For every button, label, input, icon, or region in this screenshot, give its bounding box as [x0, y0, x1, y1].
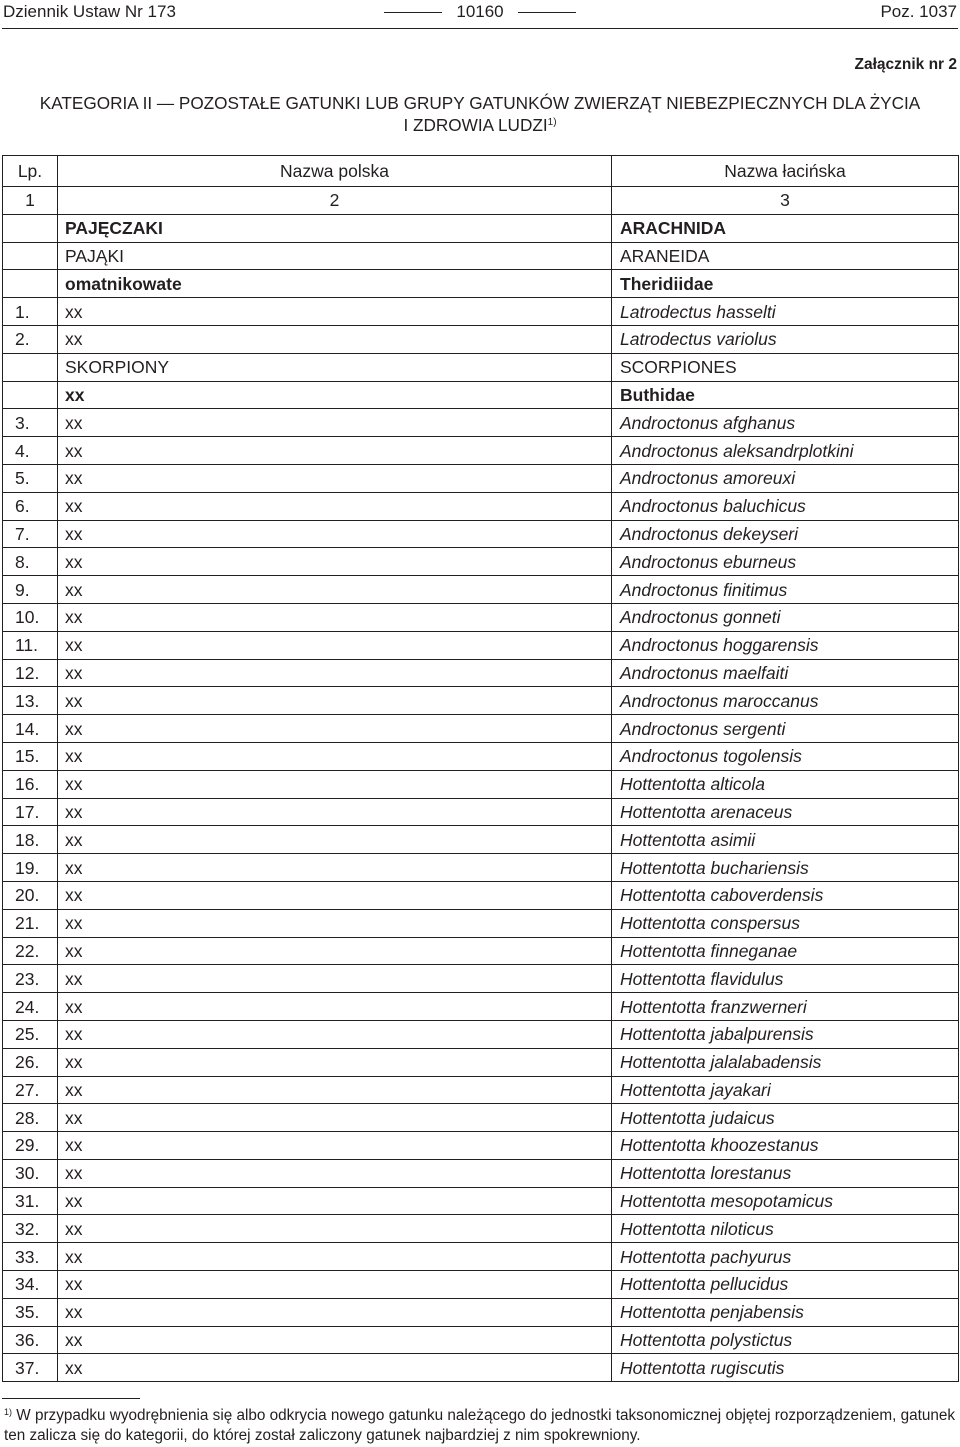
- row-latin-name: Buthidae: [612, 381, 959, 409]
- table-row: [3, 659, 959, 687]
- row-latin-name: Hottentotta khoozestanus: [612, 1132, 959, 1160]
- row-latin-name: Hottentotta rugiscutis: [612, 1354, 959, 1382]
- row-lp: [3, 381, 58, 409]
- row-polish-name: xx: [58, 659, 612, 687]
- table-row: [3, 464, 959, 492]
- row-latin-name: Androctonus dekeyseri: [612, 520, 959, 548]
- row-lp: 12.: [3, 659, 58, 687]
- row-latin-name: Hottentotta pachyurus: [612, 1243, 959, 1271]
- table-row: [3, 909, 959, 937]
- row-latin-name: Androctonus aleksandrplotkini: [612, 437, 959, 465]
- row-polish-name: xx: [58, 1048, 612, 1076]
- row-lp: [3, 214, 58, 242]
- row-polish-name: xx: [58, 492, 612, 520]
- row-latin-name: Androctonus hoggarensis: [612, 631, 959, 659]
- row-lp: 23.: [3, 965, 58, 993]
- table-row: [3, 631, 959, 659]
- row-polish-name: PAJĘCZAKI: [58, 214, 612, 242]
- row-polish-name: xx: [58, 1076, 612, 1104]
- species-table: [2, 155, 959, 1382]
- table-row: [3, 881, 959, 909]
- table-row: [3, 437, 959, 465]
- row-lp: 4.: [3, 437, 58, 465]
- row-lp: 7.: [3, 520, 58, 548]
- category-title: [3, 92, 957, 136]
- row-latin-name: SCORPIONES: [612, 353, 959, 381]
- footnote-marker: 1): [4, 1407, 13, 1417]
- table-row: [3, 687, 959, 715]
- row-lp: 9.: [3, 576, 58, 604]
- row-polish-name: xx: [58, 1215, 612, 1243]
- table-row: [3, 214, 959, 242]
- table-header-row: [3, 156, 959, 187]
- row-polish-name: xx: [58, 1271, 612, 1299]
- row-lp: 31.: [3, 1187, 58, 1215]
- row-polish-name: xx: [58, 1159, 612, 1187]
- row-polish-name: xx: [58, 1243, 612, 1271]
- table-row: [3, 965, 959, 993]
- row-lp: 21.: [3, 909, 58, 937]
- row-polish-name: xx: [58, 881, 612, 909]
- row-latin-name: Hottentotta jayakari: [612, 1076, 959, 1104]
- table-row: [3, 993, 959, 1021]
- row-latin-name: Androctonus maelfaiti: [612, 659, 959, 687]
- row-lp: 16.: [3, 770, 58, 798]
- row-latin-name: Androctonus amoreuxi: [612, 464, 959, 492]
- row-lp: 15.: [3, 742, 58, 770]
- row-lp: 6.: [3, 492, 58, 520]
- row-latin-name: Hottentotta flavidulus: [612, 965, 959, 993]
- column-number-1: 1: [3, 187, 58, 215]
- table-row: [3, 325, 959, 353]
- row-latin-name: Androctonus togolensis: [612, 742, 959, 770]
- row-polish-name: xx: [58, 715, 612, 743]
- row-lp: 8.: [3, 548, 58, 576]
- table-row: [3, 798, 959, 826]
- table-row: [3, 242, 959, 270]
- page-number-block: [3, 2, 957, 22]
- table-row: [3, 1243, 959, 1271]
- table-row: [3, 603, 959, 631]
- row-latin-name: Hottentotta franzwerneri: [612, 993, 959, 1021]
- table-row: [3, 854, 959, 882]
- row-lp: 17.: [3, 798, 58, 826]
- row-latin-name: Latrodectus hasselti: [612, 298, 959, 326]
- row-polish-name: xx: [58, 1354, 612, 1382]
- journal-name: Dziennik Ustaw Nr 173: [3, 2, 176, 21]
- row-lp: [3, 270, 58, 298]
- row-latin-name: Hottentotta pellucidus: [612, 1271, 959, 1299]
- row-polish-name: xx: [58, 1132, 612, 1160]
- table-row: [3, 937, 959, 965]
- column-number-3: 3: [612, 187, 959, 215]
- row-latin-name: Theridiidae: [612, 270, 959, 298]
- table-row: [3, 1271, 959, 1299]
- header-dash-left: [384, 12, 442, 13]
- table-row: [3, 298, 959, 326]
- row-lp: 32.: [3, 1215, 58, 1243]
- annex-label: Załącznik nr 2: [854, 56, 957, 73]
- row-latin-name: Hottentotta conspersus: [612, 909, 959, 937]
- row-polish-name: xx: [58, 576, 612, 604]
- row-lp: 20.: [3, 881, 58, 909]
- row-polish-name: PAJĄKI: [58, 242, 612, 270]
- row-latin-name: Androctonus sergenti: [612, 715, 959, 743]
- row-latin-name: Hottentotta finneganae: [612, 937, 959, 965]
- row-lp: 30.: [3, 1159, 58, 1187]
- row-lp: 24.: [3, 993, 58, 1021]
- row-polish-name: xx: [58, 1187, 612, 1215]
- row-polish-name: xx: [58, 742, 612, 770]
- table-row: [3, 1159, 959, 1187]
- row-latin-name: ARACHNIDA: [612, 214, 959, 242]
- table-row: [3, 742, 959, 770]
- row-polish-name: xx: [58, 548, 612, 576]
- row-polish-name: xx: [58, 909, 612, 937]
- header-dash-right: [518, 12, 576, 13]
- row-lp: 11.: [3, 631, 58, 659]
- header-rule: [2, 28, 958, 29]
- table-row: [3, 353, 959, 381]
- row-polish-name: xx: [58, 798, 612, 826]
- table-row: [3, 1132, 959, 1160]
- table-row: [3, 1298, 959, 1326]
- row-lp: 10.: [3, 603, 58, 631]
- row-latin-name: Androctonus baluchicus: [612, 492, 959, 520]
- table-row: [3, 715, 959, 743]
- row-polish-name: omatnikowate: [58, 270, 612, 298]
- row-polish-name: xx: [58, 381, 612, 409]
- row-latin-name: Hottentotta asimii: [612, 826, 959, 854]
- row-lp: 35.: [3, 1298, 58, 1326]
- row-polish-name: xx: [58, 965, 612, 993]
- row-polish-name: xx: [58, 520, 612, 548]
- row-latin-name: Androctonus gonneti: [612, 603, 959, 631]
- row-lp: 27.: [3, 1076, 58, 1104]
- row-polish-name: xx: [58, 1298, 612, 1326]
- row-lp: 18.: [3, 826, 58, 854]
- row-lp: 2.: [3, 325, 58, 353]
- row-polish-name: xx: [58, 409, 612, 437]
- table-row: [3, 770, 959, 798]
- table-row: [3, 1048, 959, 1076]
- row-latin-name: Hottentotta jalalabadensis: [612, 1048, 959, 1076]
- row-polish-name: SKORPIONY: [58, 353, 612, 381]
- row-lp: 22.: [3, 937, 58, 965]
- row-latin-name: ARANEIDA: [612, 242, 959, 270]
- row-polish-name: xx: [58, 325, 612, 353]
- row-polish-name: xx: [58, 1326, 612, 1354]
- footnote-text: W przypadku wyodrębnienia się albo odkrycia nowego gatunku należącego do jednostki taksonomicznej objętej rozporządzeniem, gatunek ten zalicza się do kategorii, do której został zaliczony gatunek najbardziej z nim spokrewniony.: [4, 1407, 956, 1444]
- category-title-line2: [3, 114, 957, 136]
- table-row: [3, 1020, 959, 1048]
- footnote-rule: [2, 1398, 140, 1399]
- table-row: [3, 409, 959, 437]
- header-latin-name: Nazwa łacińska: [612, 156, 959, 187]
- footnote: [4, 1406, 957, 1446]
- table-row: [3, 1187, 959, 1215]
- row-latin-name: Androctonus finitimus: [612, 576, 959, 604]
- row-lp: 29.: [3, 1132, 58, 1160]
- row-polish-name: xx: [58, 1104, 612, 1132]
- row-lp: 28.: [3, 1104, 58, 1132]
- row-polish-name: xx: [58, 464, 612, 492]
- table-row: [3, 1076, 959, 1104]
- table-row: [3, 1215, 959, 1243]
- page-number: 10160: [456, 2, 504, 21]
- row-lp: 25.: [3, 1020, 58, 1048]
- header-lp: Lp.: [3, 156, 58, 187]
- category-title-line2-text: I ZDROWIA LUDZI: [403, 115, 548, 135]
- table-row: [3, 548, 959, 576]
- row-latin-name: Hottentotta niloticus: [612, 1215, 959, 1243]
- row-lp: 36.: [3, 1326, 58, 1354]
- row-latin-name: Hottentotta polystictus: [612, 1326, 959, 1354]
- position-number: Poz. 1037: [880, 2, 957, 21]
- row-latin-name: Hottentotta judaicus: [612, 1104, 959, 1132]
- table-row: [3, 270, 959, 298]
- table-row: [3, 381, 959, 409]
- table-row: [3, 1326, 959, 1354]
- table-row: [3, 520, 959, 548]
- category-title-line1: KATEGORIA II — POZOSTAŁE GATUNKI LUB GRUPY GATUNKÓW ZWIERZĄT NIEBEZPIECZNYCH DLA ŻYCIA: [39, 93, 921, 113]
- row-latin-name: Hottentotta lorestanus: [612, 1159, 959, 1187]
- table-row: [3, 1354, 959, 1382]
- row-lp: 13.: [3, 687, 58, 715]
- footnote-reference: 1): [547, 117, 557, 128]
- row-lp: 19.: [3, 854, 58, 882]
- row-lp: [3, 242, 58, 270]
- table-row: [3, 492, 959, 520]
- row-polish-name: xx: [58, 687, 612, 715]
- row-lp: 37.: [3, 1354, 58, 1382]
- row-latin-name: Hottentotta caboverdensis: [612, 881, 959, 909]
- row-lp: 33.: [3, 1243, 58, 1271]
- row-polish-name: xx: [58, 437, 612, 465]
- table-row: [3, 576, 959, 604]
- row-polish-name: xx: [58, 937, 612, 965]
- row-lp: 1.: [3, 298, 58, 326]
- row-lp: [3, 353, 58, 381]
- column-number-row: [3, 187, 959, 215]
- row-lp: 14.: [3, 715, 58, 743]
- row-latin-name: Hottentotta penjabensis: [612, 1298, 959, 1326]
- row-lp: 26.: [3, 1048, 58, 1076]
- row-latin-name: Latrodectus variolus: [612, 325, 959, 353]
- row-polish-name: xx: [58, 854, 612, 882]
- row-lp: 5.: [3, 464, 58, 492]
- header-polish-name: Nazwa polska: [58, 156, 612, 187]
- row-polish-name: xx: [58, 631, 612, 659]
- row-latin-name: Hottentotta buchariensis: [612, 854, 959, 882]
- row-latin-name: Androctonus maroccanus: [612, 687, 959, 715]
- species-table-body: [3, 214, 959, 1381]
- row-polish-name: xx: [58, 770, 612, 798]
- row-latin-name: Androctonus afghanus: [612, 409, 959, 437]
- column-number-2: 2: [58, 187, 612, 215]
- row-latin-name: Hottentotta arenaceus: [612, 798, 959, 826]
- row-polish-name: xx: [58, 298, 612, 326]
- row-latin-name: Hottentotta alticola: [612, 770, 959, 798]
- row-latin-name: Hottentotta jabalpurensis: [612, 1020, 959, 1048]
- row-polish-name: xx: [58, 603, 612, 631]
- row-polish-name: xx: [58, 826, 612, 854]
- row-polish-name: xx: [58, 1020, 612, 1048]
- row-lp: 34.: [3, 1271, 58, 1299]
- row-polish-name: xx: [58, 993, 612, 1021]
- row-latin-name: Androctonus eburneus: [612, 548, 959, 576]
- table-row: [3, 826, 959, 854]
- page-header: [3, 2, 957, 24]
- table-row: [3, 1104, 959, 1132]
- row-lp: 3.: [3, 409, 58, 437]
- row-latin-name: Hottentotta mesopotamicus: [612, 1187, 959, 1215]
